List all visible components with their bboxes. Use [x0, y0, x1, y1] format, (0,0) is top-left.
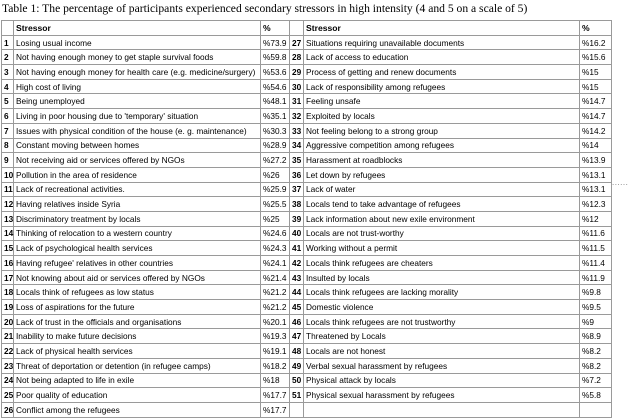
- left-stressor-name: Having relatives inside Syria: [14, 197, 261, 212]
- right-stressor-number: 39: [290, 211, 304, 226]
- left-stressor-number: 6: [2, 109, 14, 124]
- left-stressor-number: 4: [2, 79, 14, 94]
- right-stressor-percent: %11.5: [580, 241, 612, 256]
- right-stressor-percent: %13.1: [580, 167, 612, 182]
- left-stressor-percent: %25: [261, 211, 290, 226]
- table-row: [2, 241, 612, 256]
- margin-dots: ......: [612, 178, 628, 187]
- left-stressor-name: Not being adapted to life in exile: [14, 373, 261, 388]
- left-stressor-percent: %35.1: [261, 109, 290, 124]
- right-stressor-number: 35: [290, 153, 304, 168]
- left-stressor-percent: %54.6: [261, 79, 290, 94]
- right-stressor-percent: %14.2: [580, 123, 612, 138]
- right-stressor-name: Exploited by locals: [304, 109, 580, 124]
- left-stressor-number: 7: [2, 123, 14, 138]
- left-stressor-number: 13: [2, 211, 14, 226]
- left-stressor-number: 14: [2, 226, 14, 241]
- left-stressor-number: 21: [2, 329, 14, 344]
- left-stressor-number: 25: [2, 388, 14, 403]
- left-stressor-number: 12: [2, 197, 14, 212]
- right-stressor-name: Verbal sexual harassment by refugees: [304, 358, 580, 373]
- left-stressor-name: Lack of psychological health services: [14, 241, 261, 256]
- right-stressor-number: 43: [290, 270, 304, 285]
- right-stressor-percent: %12: [580, 211, 612, 226]
- left-stressor-name: Not knowing about aid or services offered by NGOs: [14, 270, 261, 285]
- right-stressor-name: Let down by refugees: [304, 167, 580, 182]
- table-row: [2, 109, 612, 124]
- right-stressor-number: 31: [290, 94, 304, 109]
- left-stressor-percent: %17.7: [261, 388, 290, 403]
- right-stressor-number: 33: [290, 123, 304, 138]
- table-caption: Table 1: The percentage of participants experienced secondary stressors in high intensity (4 and 5 on a scale of 5): [2, 2, 528, 15]
- left-stressor-number: 2: [2, 50, 14, 65]
- right-stressor-number: 34: [290, 138, 304, 153]
- right-stressor-name: Working without a permit: [304, 241, 580, 256]
- left-stressor-percent: %59.8: [261, 50, 290, 65]
- left-stressor-name: Poor quality of education: [14, 388, 261, 403]
- left-stressor-name: Lack of physical health services: [14, 344, 261, 359]
- right-stressor-percent: %5.8: [580, 388, 612, 403]
- left-stressor-name: Being unemployed: [14, 94, 261, 109]
- table-row: [2, 197, 612, 212]
- right-stressor-number: 40: [290, 226, 304, 241]
- right-stressor-percent: %12.3: [580, 197, 612, 212]
- table-row: [2, 35, 612, 50]
- table-row: [2, 402, 612, 417]
- left-stressor-number: 10: [2, 167, 14, 182]
- left-stressor-percent: %19.1: [261, 344, 290, 359]
- table-row: [2, 285, 612, 300]
- right-stressor-percent: %14.7: [580, 94, 612, 109]
- left-stressor-name: Having refugee' relatives in other countries: [14, 256, 261, 271]
- right-stressor-percent: %11.6: [580, 226, 612, 241]
- left-stressor-percent: %24.3: [261, 241, 290, 256]
- left-stressor-percent: %24.6: [261, 226, 290, 241]
- left-stressor-percent: %21.2: [261, 300, 290, 315]
- right-stressor-name: Lack of water: [304, 182, 580, 197]
- left-stressor-percent: %48.1: [261, 94, 290, 109]
- left-stressor-name: Living in poor housing due to 'temporary' situation: [14, 109, 261, 124]
- left-stressor-name: Discriminatory treatment by locals: [14, 211, 261, 226]
- right-stressor-name: Locals are not trust-worthy: [304, 226, 580, 241]
- right-stressor-name: Physical sexual harassment by refugees: [304, 388, 580, 403]
- left-stressor-number: 9: [2, 153, 14, 168]
- left-stressor-name: Locals think of refugees as low status: [14, 285, 261, 300]
- table-header-row: [2, 21, 612, 36]
- right-stressor-number: 29: [290, 65, 304, 80]
- left-stressor-number: 18: [2, 285, 14, 300]
- table-row: [2, 94, 612, 109]
- right-stressor-number: 45: [290, 300, 304, 315]
- right-stressor-percent: %13.1: [580, 182, 612, 197]
- right-stressor-percent: %7.2: [580, 373, 612, 388]
- right-stressor-name: Harassment at roadblocks: [304, 153, 580, 168]
- right-percent-header: %: [580, 21, 612, 36]
- right-stressor-name: Domestic violence: [304, 300, 580, 315]
- right-stressor-name: Locals think refugees are not trustworthy: [304, 314, 580, 329]
- left-stressor-number: 15: [2, 241, 14, 256]
- left-stressor-number: 26: [2, 402, 14, 417]
- right-stressor-percent: [580, 402, 612, 417]
- right-stressor-percent: %16.2: [580, 35, 612, 50]
- left-stressor-name: Issues with physical condition of the house (e. g. maintenance): [14, 123, 261, 138]
- right-stressor-number: 51: [290, 388, 304, 403]
- table-row: [2, 329, 612, 344]
- right-stressor-percent: %9.5: [580, 300, 612, 315]
- right-stressor-name: Locals tend to take advantage of refugees: [304, 197, 580, 212]
- left-stressor-number: 11: [2, 182, 14, 197]
- left-stressor-number: 17: [2, 270, 14, 285]
- left-stressor-percent: %21.4: [261, 270, 290, 285]
- left-stressor-name: Threat of deportation or detention (in refugee camps): [14, 358, 261, 373]
- table-row: [2, 270, 612, 285]
- left-stressor-percent: %25.9: [261, 182, 290, 197]
- left-stressor-percent: %24.1: [261, 256, 290, 271]
- table-row: [2, 153, 612, 168]
- left-stressor-percent: %20.1: [261, 314, 290, 329]
- right-stressor-percent: %14.7: [580, 109, 612, 124]
- left-stressor-percent: %19.3: [261, 329, 290, 344]
- table-row: [2, 344, 612, 359]
- right-stressor-number: 50: [290, 373, 304, 388]
- table-row: [2, 300, 612, 315]
- table-row: [2, 50, 612, 65]
- right-stressor-number: 38: [290, 197, 304, 212]
- right-stressor-percent: %15: [580, 65, 612, 80]
- left-stressor-percent: %27.2: [261, 153, 290, 168]
- right-stressor-name: Feeling unsafe: [304, 94, 580, 109]
- right-stressor-name: Locals think refugees are cheaters: [304, 256, 580, 271]
- right-stressor-percent: %8.2: [580, 344, 612, 359]
- right-stressor-name: Situations requiring unavailable documents: [304, 35, 580, 50]
- left-percent-header: %: [261, 21, 290, 36]
- left-stressor-number: 5: [2, 94, 14, 109]
- table-row: [2, 388, 612, 403]
- table-row: [2, 314, 612, 329]
- right-stressor-name: Lack information about new exile environment: [304, 211, 580, 226]
- left-stressor-number: 8: [2, 138, 14, 153]
- right-stressor-number: 46: [290, 314, 304, 329]
- right-stressor-name: Threatened by Locals: [304, 329, 580, 344]
- right-stressor-name: Locals think refugees are lacking morality: [304, 285, 580, 300]
- right-stressor-number: 30: [290, 79, 304, 94]
- left-stressor-percent: %30.3: [261, 123, 290, 138]
- left-stressor-name: Lack of recreational activities.: [14, 182, 261, 197]
- left-stressor-name: Loss of aspirations for the future: [14, 300, 261, 315]
- left-stressor-percent: %17.7: [261, 402, 290, 417]
- right-stressor-percent: %15: [580, 79, 612, 94]
- right-stressor-percent: %11.9: [580, 270, 612, 285]
- stressors-table: [1, 20, 612, 418]
- right-stressor-number: 28: [290, 50, 304, 65]
- left-stressor-percent: %73.9: [261, 35, 290, 50]
- left-stressor-number: 23: [2, 358, 14, 373]
- left-stressor-percent: %28.9: [261, 138, 290, 153]
- right-stressor-percent: %11.4: [580, 256, 612, 271]
- right-number-header: [290, 21, 304, 36]
- right-stressor-percent: %9.8: [580, 285, 612, 300]
- table-row: [2, 123, 612, 138]
- left-stressor-name: Conflict among the refugees: [14, 402, 261, 417]
- left-stressor-name: Not receiving aid or services offered by NGOs: [14, 153, 261, 168]
- left-stressor-percent: %18.2: [261, 358, 290, 373]
- left-stressor-name: Inability to make future decisions: [14, 329, 261, 344]
- right-stressor-name: Lack of responsibility among refugees: [304, 79, 580, 94]
- left-stressor-percent: %25.5: [261, 197, 290, 212]
- right-stressor-name: Insulted by locals: [304, 270, 580, 285]
- table-row: [2, 358, 612, 373]
- table-row: [2, 79, 612, 94]
- right-stressor-percent: %15.6: [580, 50, 612, 65]
- right-stressor-percent: %9: [580, 314, 612, 329]
- right-stressor-name: Aggressive competition among refugees: [304, 138, 580, 153]
- right-stressor-name: [304, 402, 580, 417]
- right-stressor-number: 42: [290, 256, 304, 271]
- left-stressor-name: Constant moving between homes: [14, 138, 261, 153]
- left-stressor-percent: %53.6: [261, 65, 290, 80]
- right-stressor-number: 48: [290, 344, 304, 359]
- left-stressor-number: 3: [2, 65, 14, 80]
- left-stressor-name: Losing usual income: [14, 35, 261, 50]
- left-stressor-name: Not having enough money to get staple survival foods: [14, 50, 261, 65]
- right-stressor-number: 27: [290, 35, 304, 50]
- left-stressor-percent: %26: [261, 167, 290, 182]
- left-stressor-number: 20: [2, 314, 14, 329]
- right-stressor-number: 37: [290, 182, 304, 197]
- right-stressor-name: Physical attack by locals: [304, 373, 580, 388]
- right-stressor-number: 36: [290, 167, 304, 182]
- right-stressor-header: Stressor: [304, 21, 580, 36]
- right-stressor-percent: %8.9: [580, 329, 612, 344]
- left-stressor-percent: %21.2: [261, 285, 290, 300]
- left-stressor-name: Thinking of relocation to a western country: [14, 226, 261, 241]
- table-row: [2, 373, 612, 388]
- right-stressor-number: 49: [290, 358, 304, 373]
- right-stressor-percent: %14: [580, 138, 612, 153]
- left-stressor-name: High cost of living: [14, 79, 261, 94]
- left-number-header: [2, 21, 14, 36]
- table-row: [2, 226, 612, 241]
- right-stressor-percent: %13.9: [580, 153, 612, 168]
- left-stressor-number: 19: [2, 300, 14, 315]
- left-stressor-number: 1: [2, 35, 14, 50]
- table-row: [2, 65, 612, 80]
- right-stressor-name: Not feeling belong to a strong group: [304, 123, 580, 138]
- table-row: [2, 211, 612, 226]
- right-stressor-name: Locals are not honest: [304, 344, 580, 359]
- left-stressor-percent: %18: [261, 373, 290, 388]
- left-stressor-name: Lack of trust in the officials and organisations: [14, 314, 261, 329]
- right-stressor-number: 41: [290, 241, 304, 256]
- right-stressor-number: 44: [290, 285, 304, 300]
- right-stressor-name: Process of getting and renew documents: [304, 65, 580, 80]
- table-row: [2, 138, 612, 153]
- right-stressor-number: 32: [290, 109, 304, 124]
- left-stressor-name: Pollution in the area of residence: [14, 167, 261, 182]
- table-row: [2, 182, 612, 197]
- left-stressor-header: Stressor: [14, 21, 261, 36]
- right-stressor-number: [290, 402, 304, 417]
- right-stressor-percent: %8.2: [580, 358, 612, 373]
- table-row: [2, 256, 612, 271]
- table-row: [2, 167, 612, 182]
- right-stressor-name: Lack of access to education: [304, 50, 580, 65]
- left-stressor-name: Not having enough money for health care (e.g. medicine/surgery): [14, 65, 261, 80]
- left-stressor-number: 16: [2, 256, 14, 271]
- left-stressor-number: 24: [2, 373, 14, 388]
- right-stressor-number: 47: [290, 329, 304, 344]
- left-stressor-number: 22: [2, 344, 14, 359]
